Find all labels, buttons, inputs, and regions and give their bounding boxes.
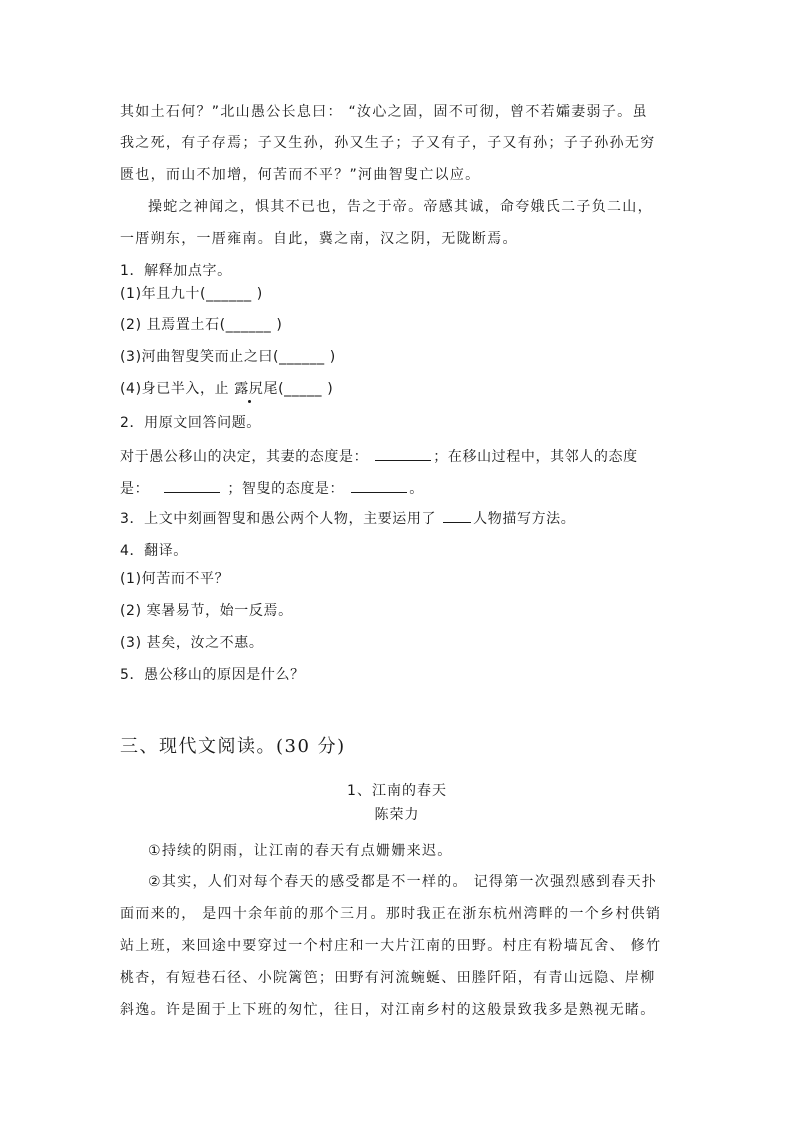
question-3-text-cont: 人物描写方法。 xyxy=(473,511,576,527)
question-2-end: 。 xyxy=(409,481,424,497)
article-paragraph-2-line: 站上班，来回途中要穿过一个村庄和一大片江南的田野。村庄有粉墙瓦舍、 修竹 xyxy=(120,938,662,954)
passage-line: 匮也，而山不加增，何苦而不平？”河曲智叟亡以应。 xyxy=(120,167,481,183)
question-2-line-1 xyxy=(120,446,638,468)
question-4-title: 4．翻译。 xyxy=(120,543,188,559)
question-2-title: 2．用原文回答问题。 xyxy=(120,415,261,431)
article-author: 陈荣力 xyxy=(374,807,420,823)
question-1-item-1: (1)年且九十(______ ) xyxy=(120,286,263,302)
article-paragraph-2-line: 斜逸。许是囿于上下班的匆忙，往日，对江南乡村的这般景致我多是熟视无睹。 xyxy=(120,1002,656,1018)
emphasis-dot xyxy=(248,400,251,403)
passage-line: 操蛇之神闻之，惧其不已也，告之于帝。帝感其诚，命夸娥氏二子负二山， xyxy=(148,199,653,215)
question-1-item-2: (2) 且焉置土石(______ ) xyxy=(120,317,283,333)
article-paragraph-2-line: 面而来的， 是四十余年前的那个三月。那时我正在浙东杭州湾畔的一个乡村供销 xyxy=(120,906,662,922)
question-2-label: ；智叟的态度是： xyxy=(227,481,345,497)
question-1-item-4 xyxy=(120,378,333,400)
question-2-label: 是： xyxy=(120,481,150,497)
question-5: 5．愚公移山的原因是什么？ xyxy=(120,667,305,683)
question-4-item-2: (2) 寒暑易节，始一反焉。 xyxy=(120,603,293,619)
passage-line: 我之死，有子存焉；子又生孙，孙又生子；子又有子，子又有孙；子子孙孙无穷 xyxy=(120,135,656,151)
answer-blank[interactable] xyxy=(443,508,471,523)
article-paragraph-2-line: 桃杏，有短巷石径、小院篱笆；田野有河流蜿蜒、田塍阡陌，有青山远隐、岸柳 xyxy=(120,970,656,986)
article-paragraph-2-line: ②其实，人们对每个春天的感受都是不一样的。 记得第一次强烈感到春天扑 xyxy=(148,874,658,890)
answer-blank[interactable] xyxy=(351,478,407,493)
article-title: 1、江南的春天 xyxy=(347,783,447,799)
question-3-text: 3．上文中刻画智叟和愚公两个人物，主要运用了 xyxy=(120,511,437,527)
question-3 xyxy=(120,508,575,530)
answer-blank[interactable] xyxy=(375,446,431,461)
question-2-line-2 xyxy=(120,478,424,500)
question-4-item-1: (1)何苦而不平？ xyxy=(120,571,230,587)
question-4-item-3: (3) 甚矣，汝之不惠。 xyxy=(120,635,264,651)
question-1-item-4-prefix: (4)身已半入，止 xyxy=(120,381,230,397)
question-1-title: 1．解释加点字。 xyxy=(120,263,232,279)
article-paragraph-1: ①持续的阴雨，让江南的春天有点姗姗来迟。 xyxy=(148,843,453,859)
question-2-prompt-cont: ；在移山过程中，其邻人的态度 xyxy=(433,449,638,465)
question-1-item-3: (3)河曲智叟笑而止之曰(______ ) xyxy=(120,349,336,365)
passage-line: 其如土石何？”北山愚公长息曰： “汝心之固，固不可彻，曾不若孀妻弱子。虽 xyxy=(120,104,648,120)
passage-line: 一厝朔东，一厝雍南。自此，冀之南，汉之阴，无陇断焉。 xyxy=(120,231,518,247)
answer-blank[interactable] xyxy=(164,478,220,493)
question-2-prompt: 对于愚公移山的决定，其妻的态度是： xyxy=(120,449,369,465)
section-heading: 三、现代文阅读。(30 分) xyxy=(120,736,346,757)
question-1-item-4-suffix: 露尻尾(_____ ) xyxy=(234,381,334,397)
